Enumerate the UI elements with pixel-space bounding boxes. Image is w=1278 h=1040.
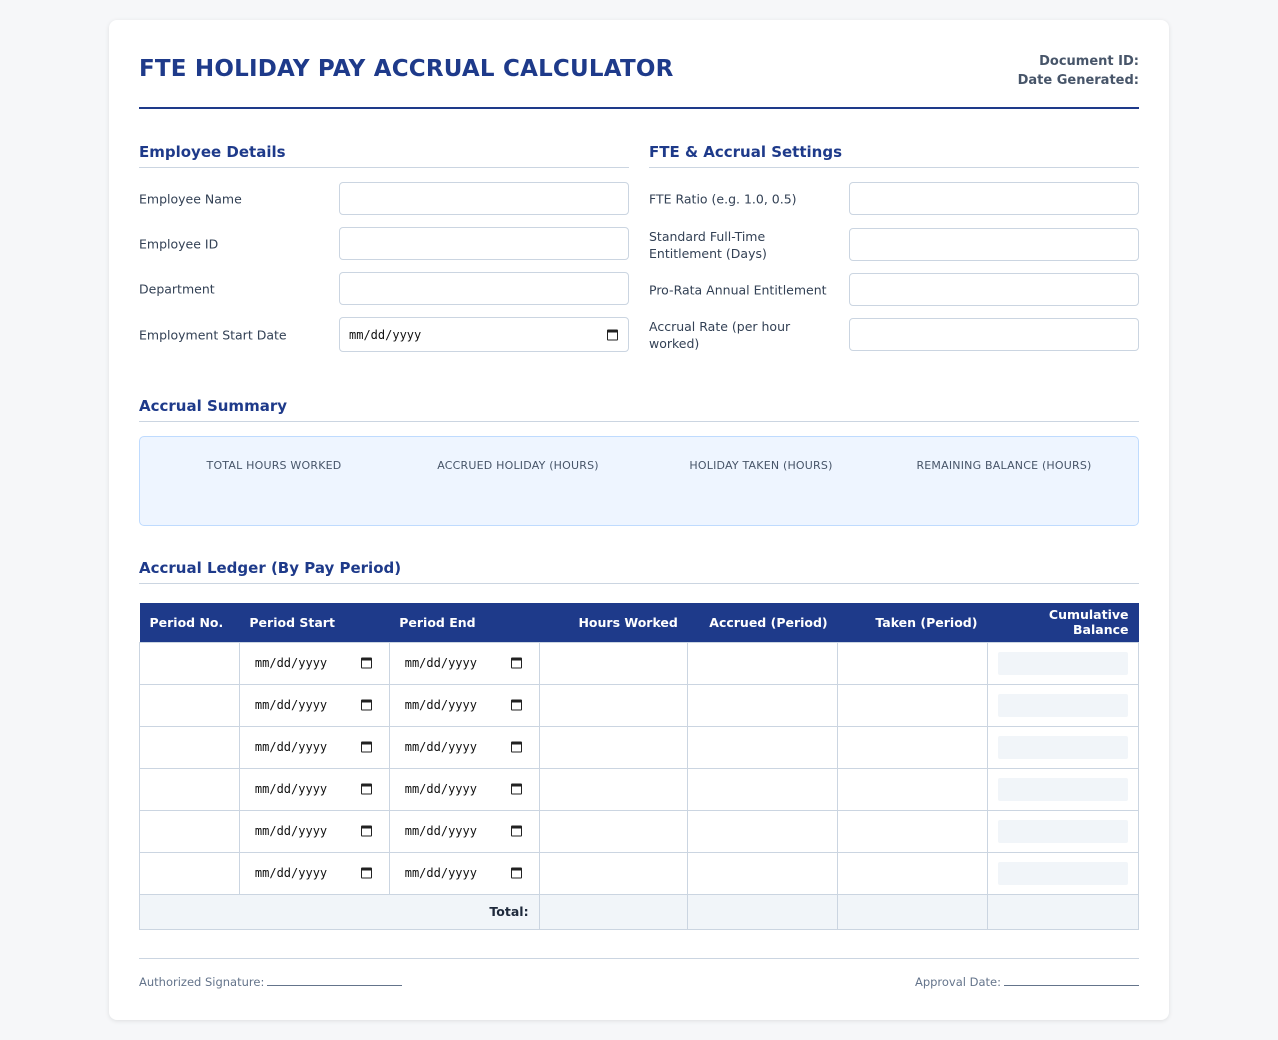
total-label: Total: bbox=[140, 894, 540, 929]
hours-worked-cell[interactable] bbox=[539, 810, 688, 852]
period-start-date-input[interactable] bbox=[239, 642, 389, 684]
hours-worked-cell[interactable] bbox=[539, 726, 688, 768]
period-start-date-input[interactable] bbox=[239, 726, 389, 768]
cumulative-balance-cell bbox=[987, 768, 1138, 810]
balance-readonly-field bbox=[998, 820, 1128, 843]
summary-total-hours-worked: TOTAL HOURS WORKED bbox=[206, 459, 342, 472]
pro-rata-entitlement-row bbox=[649, 273, 1139, 307]
authorized-signature bbox=[139, 975, 402, 989]
cumulative-balance-cell bbox=[987, 684, 1138, 726]
col-period-start: Period Start bbox=[239, 603, 389, 642]
period-end-date-input[interactable] bbox=[389, 852, 539, 894]
table-row bbox=[140, 726, 1139, 768]
table-row bbox=[140, 768, 1139, 810]
date-generated-label: Date Generated: bbox=[1017, 73, 1139, 88]
date-placeholder: mm/dd/yyyy bbox=[254, 824, 328, 838]
calendar-icon[interactable] bbox=[361, 700, 372, 711]
period-end-date-input[interactable] bbox=[389, 684, 539, 726]
summary-holiday-taken: HOLIDAY TAKEN (HOURS) bbox=[689, 459, 833, 472]
period-start-date-input[interactable] bbox=[239, 810, 389, 852]
balance-readonly-field bbox=[998, 862, 1128, 885]
employee-details-title: Employee Details bbox=[139, 143, 629, 168]
fte-ratio-row bbox=[649, 182, 1139, 216]
period-start-date-input[interactable] bbox=[239, 684, 389, 726]
start-date-input[interactable] bbox=[339, 317, 629, 352]
total-balance bbox=[987, 894, 1138, 929]
accrued-period-cell[interactable] bbox=[688, 810, 838, 852]
period-no-cell[interactable] bbox=[140, 726, 240, 768]
hours-worked-cell[interactable] bbox=[539, 642, 688, 684]
approval-date bbox=[915, 975, 1139, 989]
calendar-icon[interactable] bbox=[511, 868, 522, 879]
footer-divider bbox=[139, 958, 1139, 959]
balance-readonly-field bbox=[998, 694, 1128, 717]
period-end-date-input[interactable] bbox=[389, 726, 539, 768]
accrued-period-cell[interactable] bbox=[688, 768, 838, 810]
standard-entitlement-row bbox=[649, 228, 1139, 262]
document-meta bbox=[1018, 52, 1139, 90]
fte-ratio-input[interactable] bbox=[849, 182, 1139, 215]
hours-worked-cell[interactable] bbox=[539, 684, 688, 726]
taken-period-cell[interactable] bbox=[838, 810, 988, 852]
date-placeholder: mm/dd/yyyy bbox=[254, 782, 328, 796]
total-taken bbox=[838, 894, 988, 929]
department-label: Department bbox=[139, 281, 215, 297]
period-no-cell[interactable] bbox=[140, 768, 240, 810]
date-placeholder: mm/dd/yyyy bbox=[254, 740, 328, 754]
pro-rata-entitlement-label: Pro-Rata Annual Entitlement bbox=[649, 282, 827, 298]
summary-accrued-holiday: ACCRUED HOLIDAY (HOURS) bbox=[437, 459, 599, 472]
calendar-icon[interactable] bbox=[511, 742, 522, 753]
accrual-ledger-title: Accrual Ledger (By Pay Period) bbox=[139, 559, 1139, 584]
calendar-icon[interactable] bbox=[361, 658, 372, 669]
accrual-summary-title: Accrual Summary bbox=[139, 397, 1139, 422]
summary-remaining-balance: REMAINING BALANCE (HOURS) bbox=[916, 459, 1092, 472]
date-placeholder: mm/dd/yyyy bbox=[404, 824, 477, 838]
date-placeholder: mm/dd/yyyy bbox=[404, 656, 477, 670]
calendar-icon[interactable] bbox=[361, 868, 372, 879]
signature-label: Authorized Signature: bbox=[139, 975, 265, 989]
table-row bbox=[140, 684, 1139, 726]
balance-readonly-field bbox=[998, 652, 1128, 675]
period-end-date-input[interactable] bbox=[389, 642, 539, 684]
employee-id-label: Employee ID bbox=[139, 236, 219, 252]
taken-period-cell[interactable] bbox=[838, 684, 988, 726]
standard-entitlement-input[interactable] bbox=[849, 228, 1139, 261]
total-hours-worked bbox=[539, 894, 688, 929]
start-date-row bbox=[139, 317, 629, 352]
employee-id-input[interactable] bbox=[339, 227, 629, 260]
pro-rata-entitlement-input[interactable] bbox=[849, 273, 1139, 306]
fte-ratio-label: FTE Ratio (e.g. 1.0, 0.5) bbox=[649, 191, 797, 207]
department-input[interactable] bbox=[339, 272, 629, 305]
col-period-no: Period No. bbox=[140, 603, 240, 642]
cumulative-balance-cell bbox=[987, 726, 1138, 768]
accrual-ledger-table bbox=[139, 603, 1139, 930]
hours-worked-cell[interactable] bbox=[539, 768, 688, 810]
approval-date-label: Approval Date: bbox=[914, 975, 1001, 989]
date-placeholder: mm/dd/yyyy bbox=[404, 866, 477, 880]
period-end-date-input[interactable] bbox=[389, 768, 539, 810]
calendar-icon[interactable] bbox=[511, 700, 522, 711]
accrued-period-cell[interactable] bbox=[688, 852, 838, 894]
accrued-period-cell[interactable] bbox=[688, 726, 838, 768]
calendar-icon[interactable] bbox=[361, 784, 372, 795]
balance-readonly-field bbox=[998, 778, 1128, 801]
taken-period-cell[interactable] bbox=[838, 768, 988, 810]
date-placeholder: mm/dd/yyyy bbox=[404, 740, 477, 754]
date-placeholder: mm/dd/yyyy bbox=[404, 782, 477, 796]
accrued-period-cell[interactable] bbox=[688, 684, 838, 726]
cumulative-balance-cell bbox=[987, 810, 1138, 852]
taken-period-cell[interactable] bbox=[838, 726, 988, 768]
taken-period-cell[interactable] bbox=[838, 642, 988, 684]
col-taken-period: Taken (Period) bbox=[838, 603, 988, 642]
col-accrued-period: Accrued (Period) bbox=[688, 603, 838, 642]
table-row bbox=[140, 810, 1139, 852]
cumulative-balance-cell bbox=[987, 852, 1138, 894]
fte-settings-title: FTE & Accrual Settings bbox=[649, 143, 1139, 168]
accrual-rate-row bbox=[649, 318, 1139, 352]
standard-entitlement-label: Standard Full-Time Entitlement (Days) bbox=[649, 229, 767, 261]
balance-readonly-field bbox=[998, 736, 1128, 759]
start-date-label: Employment Start Date bbox=[139, 327, 287, 342]
total-accrued bbox=[688, 894, 838, 929]
employee-id-row bbox=[139, 227, 629, 261]
calendar-icon[interactable] bbox=[511, 658, 522, 669]
calendar-icon[interactable] bbox=[511, 784, 522, 795]
period-start-date-input[interactable] bbox=[239, 768, 389, 810]
taken-period-cell[interactable] bbox=[838, 852, 988, 894]
page-title: FTE HOLIDAY PAY ACCRUAL CALCULATOR bbox=[139, 56, 674, 82]
department-row bbox=[139, 272, 629, 306]
document-card bbox=[109, 20, 1169, 1020]
employee-name-row bbox=[139, 182, 629, 216]
period-no-cell[interactable] bbox=[140, 684, 240, 726]
period-end-date-input[interactable] bbox=[389, 810, 539, 852]
hours-worked-cell[interactable] bbox=[539, 852, 688, 894]
employee-name-label: Employee Name bbox=[139, 191, 242, 207]
cumulative-balance-cell bbox=[987, 642, 1138, 684]
calendar-icon[interactable] bbox=[511, 826, 522, 837]
table-row bbox=[140, 642, 1139, 684]
signature-line[interactable] bbox=[267, 975, 402, 986]
calendar-icon[interactable] bbox=[607, 329, 618, 340]
col-period-end: Period End bbox=[389, 603, 539, 642]
period-no-cell[interactable] bbox=[140, 642, 240, 684]
accrual-rate-label: Accrual Rate (per hour worked) bbox=[649, 319, 791, 351]
period-start-date-input[interactable] bbox=[239, 852, 389, 894]
calendar-icon[interactable] bbox=[361, 742, 372, 753]
start-date-value: mm/dd/yyyy bbox=[349, 327, 422, 342]
document-id-label: Document ID: bbox=[1039, 54, 1139, 69]
ledger-header-row bbox=[140, 603, 1139, 642]
approval-date-line[interactable] bbox=[1004, 975, 1139, 986]
date-placeholder: mm/dd/yyyy bbox=[254, 656, 328, 670]
col-cumulative-balance: Cumulative Balance bbox=[987, 603, 1138, 642]
date-placeholder: mm/dd/yyyy bbox=[254, 866, 328, 880]
period-no-cell[interactable] bbox=[140, 810, 240, 852]
col-hours-worked: Hours Worked bbox=[539, 603, 688, 642]
ledger-total-row bbox=[140, 894, 1139, 929]
employee-name-input[interactable] bbox=[339, 182, 629, 215]
date-placeholder: mm/dd/yyyy bbox=[404, 698, 477, 712]
accrual-rate-input[interactable] bbox=[849, 318, 1139, 351]
calendar-icon[interactable] bbox=[361, 826, 372, 837]
date-placeholder: mm/dd/yyyy bbox=[254, 698, 328, 712]
header-divider bbox=[139, 107, 1139, 109]
period-no-cell[interactable] bbox=[140, 852, 240, 894]
accrued-period-cell[interactable] bbox=[688, 642, 838, 684]
accrual-summary-panel bbox=[139, 436, 1139, 526]
table-row bbox=[140, 852, 1139, 894]
